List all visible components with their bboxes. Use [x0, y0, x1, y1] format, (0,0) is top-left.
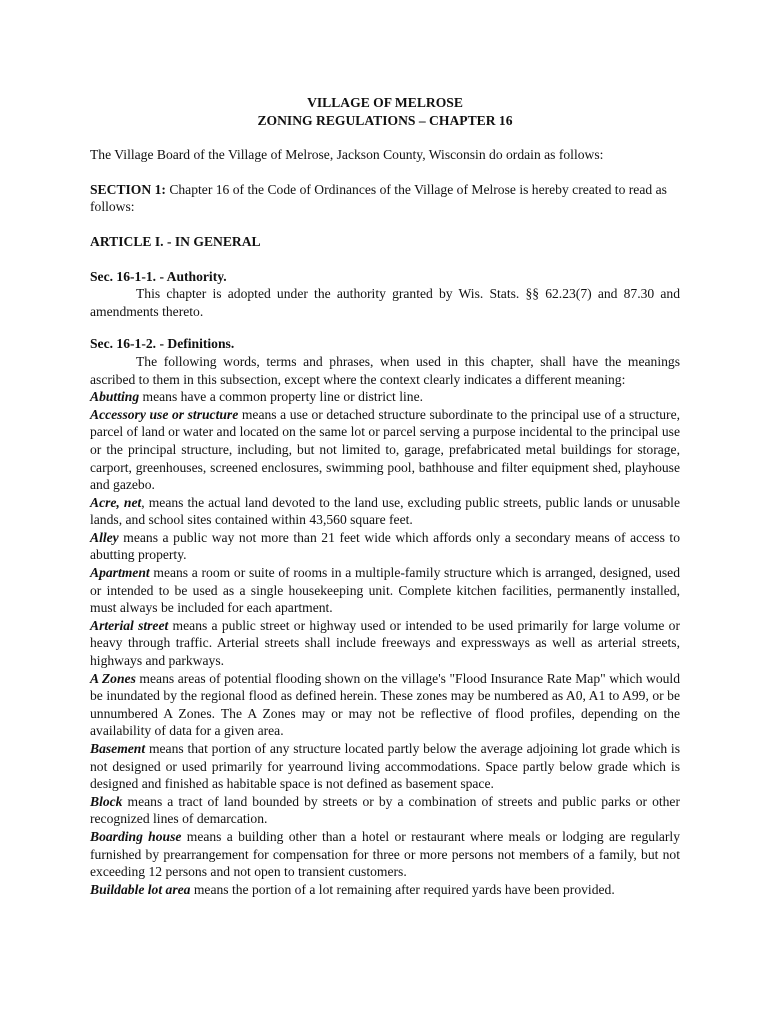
definition-term: Accessory use or structure [90, 406, 239, 422]
definition-item [90, 406, 680, 494]
definition-term: Apartment [90, 565, 150, 581]
document-title [90, 94, 680, 129]
sec-16-1-1-text: This chapter is adopted under the authority granted by Wis. Stats. §§ 62.23(7) and 87.30 and amendments thereto. [90, 286, 680, 319]
definition-item [90, 564, 680, 617]
definition-item [90, 670, 680, 740]
document-body [90, 94, 680, 898]
section-1-text: Chapter 16 of the Code of Ordinances of the Village of Melrose is hereby created to read as follows: [90, 181, 667, 215]
definition-term: Boarding house [90, 828, 182, 844]
sec-16-1-2-heading: Sec. 16-1-2. - Definitions. [90, 336, 235, 352]
definition-item [90, 529, 680, 564]
definition-text: means that portion of any structure located partly below the average adjoining lot grade which is not designed or used primarily for yearround living accommodations. Space partly below grade which is designed and finished as habitable space is not defined as basement space. [90, 741, 680, 792]
sec-16-1-2-intro: The following words, terms and phrases, when used in this chapter, shall have the meanings ascribed to them in this subsection, except where the context clearly indicates a different meaning: [90, 353, 680, 387]
definition-text: means areas of potential flooding shown on the village's "Flood Insurance Rate Map" which would be inundated by the regional flood as defined herein. These zones may be numbered as A0, A1 to A99, or be unnumbered A Zones. The A Zones may or may not be reflective of flood profiles, depending on the availability of data for a given area. [90, 670, 681, 739]
definition-item [90, 494, 680, 529]
intro-paragraph: The Village Board of the Village of Melrose, Jackson County, Wisconsin do ordain as follows: [90, 147, 604, 163]
section-1-paragraph [90, 181, 680, 216]
definition-text: means have a common property line or district line. [139, 389, 424, 405]
definition-item [90, 388, 680, 406]
definition-text: means a building other than a hotel or restaurant where meals or lodging are regularly furnished by prearrangement for compensation for three or more persons not members of a family, but not exceeding 12 persons and not open to transient customers. [90, 828, 680, 880]
definition-item [90, 828, 680, 881]
definition-text: means a tract of land bounded by streets or by a combination of streets and public parks or other recognized lines of demarcation. [90, 793, 680, 827]
definition-term: A Zones [90, 670, 136, 686]
definition-text: means a use or detached structure subordinate to the principal use of a structure, parcel of land or water and located on the same lot or parcel serving a purpose incidental to the principal use or the principal structure, including, but not limited to, garage, prefabricated metal buildings for storage, carport, greenhouses, screened enclosures, swimming pool, bathhouse and filter equipment shed, playhouse and gazebo. [90, 406, 680, 493]
sec-16-1-1-heading: Sec. 16-1-1. - Authority. [90, 268, 227, 284]
definition-item [90, 793, 680, 828]
definition-term: Alley [90, 529, 119, 545]
definition-item [90, 617, 680, 670]
definition-term: Buildable lot area [90, 881, 191, 897]
definition-item [90, 881, 680, 899]
definition-text: , means the actual land devoted to the land use, excluding public streets, public lands or unusable lands, and school sites contained within 43,560 square feet. [90, 494, 680, 528]
definition-text: means a public street or highway used or intended to be used primarily for large volume or heavy through traffic. Arterial streets shall include freeways and expressways as well as arterial streets, highways and parkways. [90, 617, 680, 669]
definition-item [90, 740, 680, 793]
definition-text: means a public way not more than 21 feet wide which affords only a secondary means of access to abutting property. [90, 529, 680, 563]
article-heading: ARTICLE I. - IN GENERAL [90, 233, 261, 249]
section-1-label: SECTION 1: [90, 181, 166, 197]
definition-term: Basement [90, 741, 146, 756]
definition-term: Acre, net [90, 494, 142, 510]
definition-text: means a room or suite of rooms in a multiple-family structure which is arranged, designed, used or intended to be used as a single housekeeping unit. Complete kitchen facilities, permanently installed, must always be included for each apartment. [90, 565, 680, 616]
definition-term: Block [90, 793, 123, 809]
title-line-2: ZONING REGULATIONS – CHAPTER 16 [257, 112, 513, 128]
definition-term: Arterial street [90, 617, 169, 633]
definition-term: Abutting [90, 389, 140, 405]
title-line-1: VILLAGE OF MELROSE [307, 95, 463, 110]
definition-text: means the portion of a lot remaining after required yards have been provided. [190, 881, 615, 897]
